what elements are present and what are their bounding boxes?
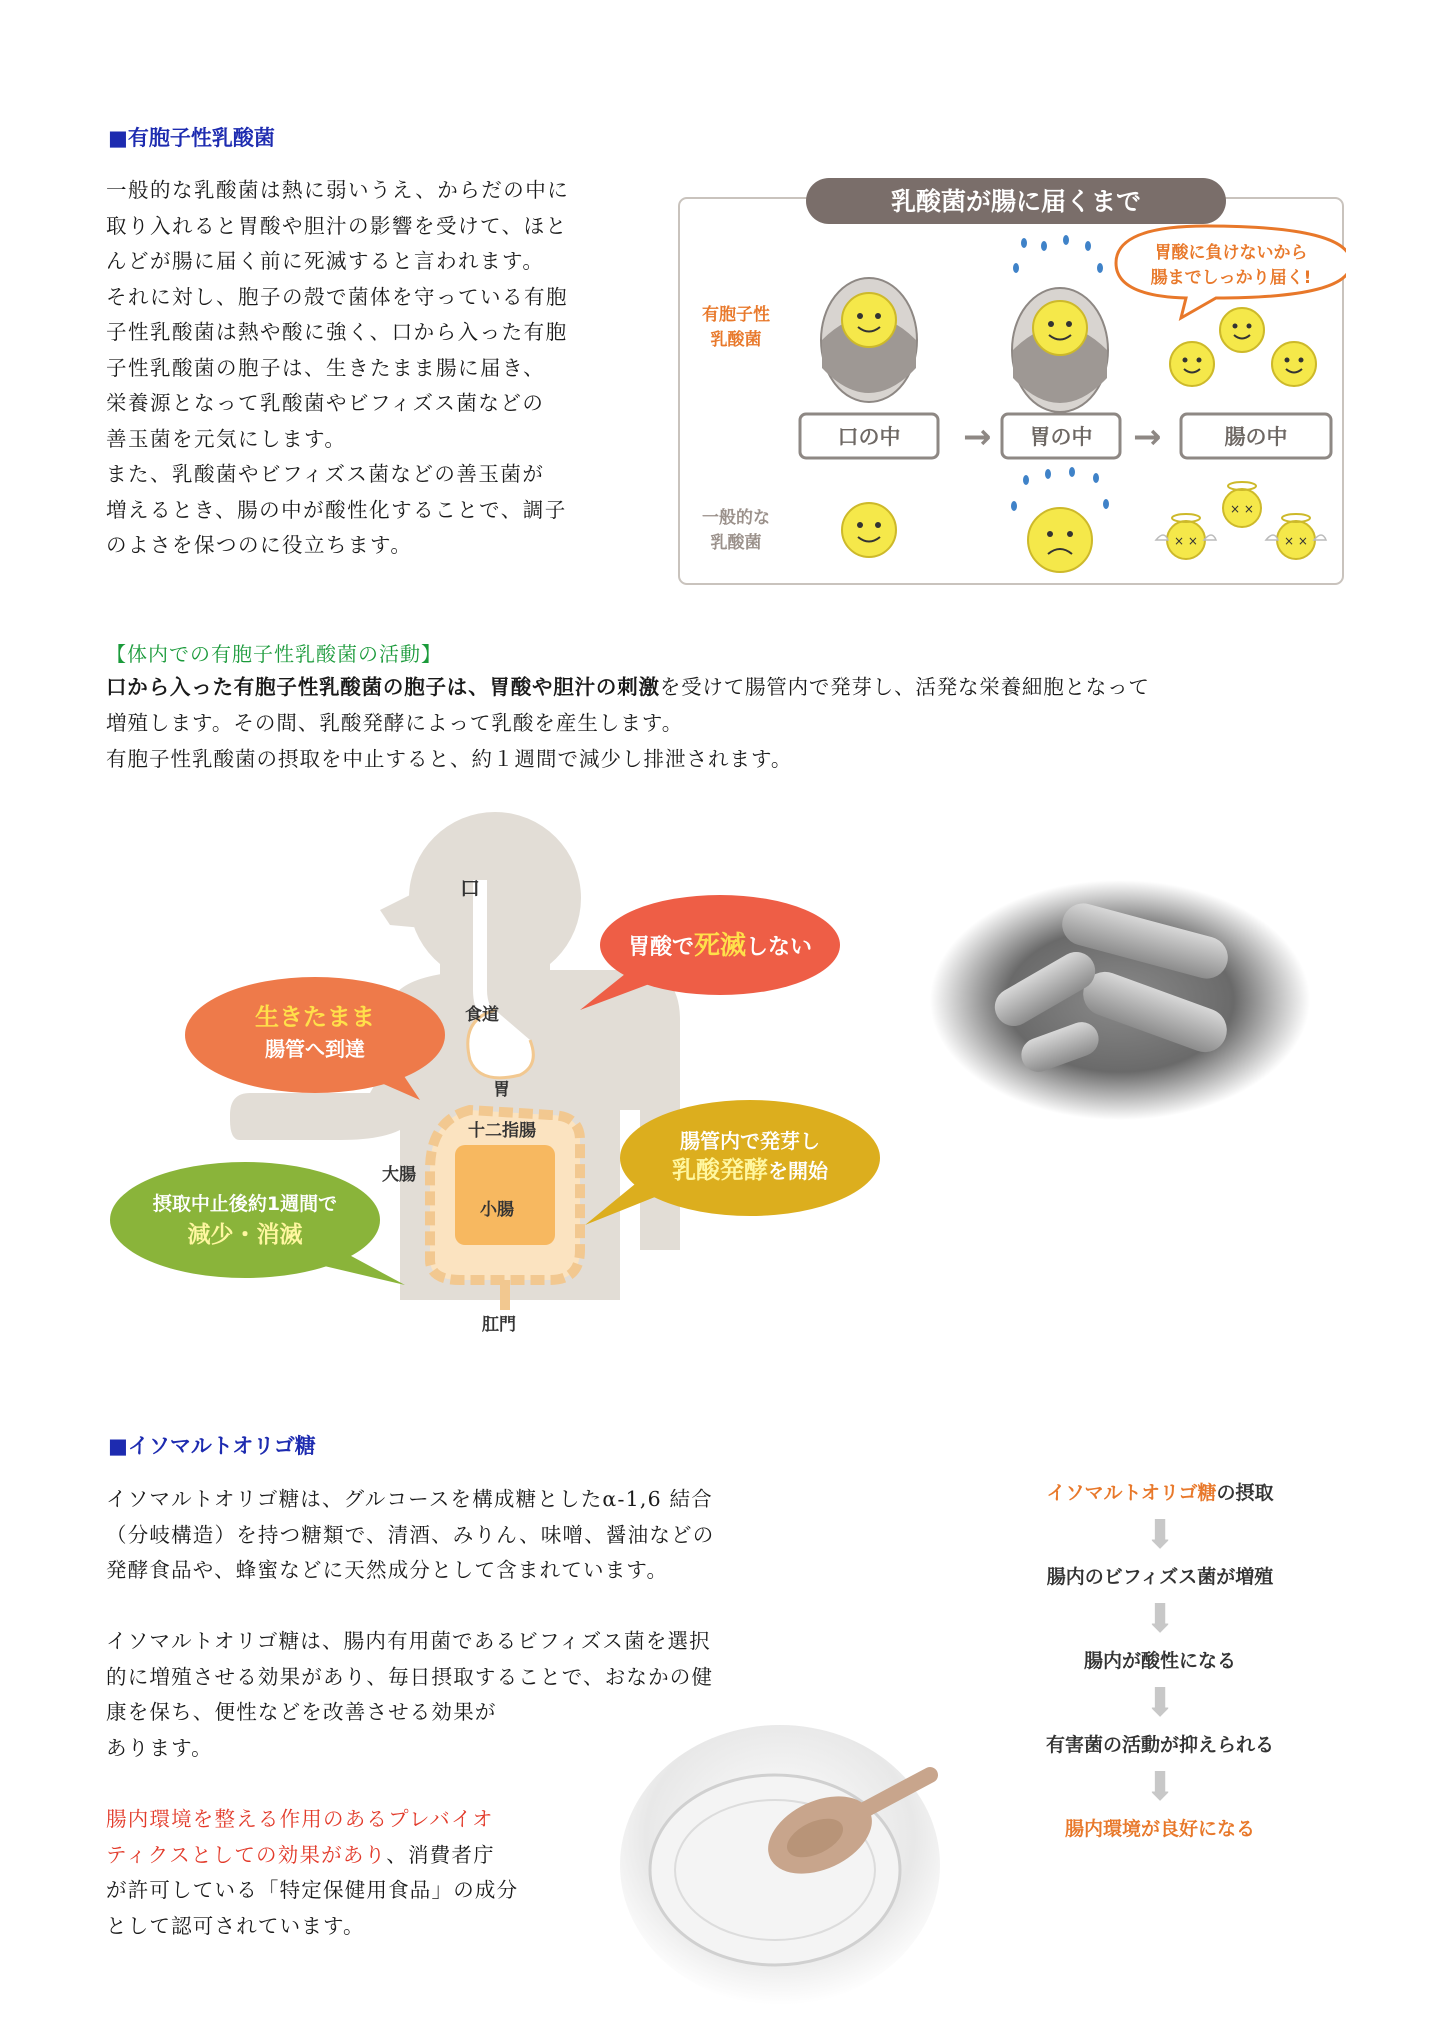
svg-text:胃酸で死滅しない [628,931,812,961]
arrow-down-icon: ⬇ [1143,1764,1177,1810]
activity-line2: 増殖します。その間、乳酸発酵によって乳酸を産生します。 [106,711,684,735]
svg-text:× ×: × × [1284,534,1308,548]
arrow-right-icon: → [1133,417,1162,457]
bacteria-micrograph [930,880,1310,1120]
bubble-no-death-pre: 胃酸で [627,935,694,960]
bubble-germ-post: を開始 [768,1159,828,1183]
normal-face-mouth [842,503,896,557]
isomalto-paragraph-2: イソマルトオリゴ糖は、腸内有用菌であるビフィズス菌を選択 的に増殖させる効果があり、毎日摂取することで、おなかの健 康を保ち、便性などを改善させる効果が あります。 [106,1629,714,1760]
callout-line2: 腸までしっかり届く! [1150,268,1312,288]
isomalto-paragraph-3 [106,1802,666,1944]
section-heading-spore-lactic: ■有胞子性乳酸菌 [108,126,275,150]
svg-text:乳酸発酵を開始 [672,1156,829,1184]
arrow-down-icon: ⬇ [1143,1680,1177,1726]
bubble-no-death [580,895,840,1010]
activity-heading: 【体内での有胞子性乳酸菌の活動】 [106,642,442,666]
label-small-intestine: 小腸 [480,1200,514,1220]
flow-step-1 [990,1478,1330,1512]
flow-step-1-em: イソマルトオリゴ糖 [1046,1482,1217,1504]
stage-stomach-box [1002,414,1120,458]
bubble-alive [185,977,445,1100]
figure1-title: 乳酸菌が腸に届くまで [890,187,1142,216]
body-diagram [100,810,900,1350]
label-large-intestine: 大腸 [382,1165,416,1185]
bubble-stop-2: 減少・消滅 [187,1222,303,1248]
lactic-journey-figure [676,168,1346,588]
bubble-no-death-em: 死滅 [693,931,747,961]
stage1-label: 口の中 [837,425,901,449]
arrow-right-icon: → [963,417,992,457]
stage-intestine-box [1181,414,1331,458]
arrow-down-icon: ⬇ [1143,1596,1177,1642]
row1-label-2: 乳酸菌 [710,330,762,350]
callout-line1: 胃酸に負けないから [1154,243,1308,263]
activity-line3: 有胞子性乳酸菌の摂取を中止すると、約１週間で減少し排泄されます。 [106,747,793,771]
row2-label-1: 一般的な [702,508,770,528]
label-stomach: 胃 [493,1080,510,1100]
flow-step-3: 腸内が酸性になる [1083,1650,1236,1672]
bubble-germ-em: 乳酸発酵 [672,1156,768,1184]
label-duodenum: 十二指腸 [468,1121,536,1141]
stage3-label: 腸の中 [1224,425,1288,449]
label-mouth: 口 [460,876,480,900]
flow-step-2: 腸内のビフィズス菌が増殖 [1046,1566,1274,1588]
flow-step-5: 腸内環境が良好になる [1064,1818,1255,1840]
activity-bold-2: 胃酸や胆汁の刺激 [489,675,660,699]
activity-bold-1: 口から入った有胞子性乳酸菌の胞子は、 [106,675,490,699]
arrow-down-icon: ⬇ [1143,1512,1177,1558]
bubble-no-death-post: しない [746,935,813,960]
svg-text:× ×: × × [1174,534,1198,548]
row1-label-1: 有胞子性 [702,305,770,325]
stage-mouth-box [800,414,938,458]
isomalto-paragraph-1: イソマルトオリゴ糖は、グルコースを構成糖としたα-1,6 結合 （分岐構造）を持つ糖類で、清酒、みりん、味噌、醤油などの 発酵食品や、蜂蜜などに天然成分として含まれています。 [106,1487,715,1582]
bubble-alive-2: 腸管へ到達 [265,1037,365,1061]
svg-text:× ×: × × [1230,502,1254,516]
row2-label-2: 乳酸菌 [710,533,762,553]
bubble-stop [110,1162,405,1285]
isomalto-flow [990,1478,1330,1848]
bubble-alive-1: 生きたまま [255,1003,375,1031]
spore-lactic-paragraph: 一般的な乳酸菌は熱に弱いうえ、からだの中に 取り入れると胃酸や胆汁の影響を受けて、ほと んどが腸に届く前に死滅すると言われます。 それに対し、胞子の殻で菌体を守っている有胞 子性乳酸菌は熱や酸に強く、口から入った有胞 子性乳酸菌の胞子は、生きたまま腸に届き、 栄養源となって乳酸菌やビフィズス菌などの 善玉菌を元気にします。 また、乳酸菌やビフィズス菌などの善玉菌が 増えるとき、腸の中が酸性化することで、調子 のよさを保つのに役立ちます。 [106,178,570,557]
label-anus: 肛門 [482,1315,516,1335]
prebiotics-red-text: 腸内環境を整える作用のあるプレバイオ ティクスとしての効果があり [106,1807,494,1867]
bubble-germinate [585,1100,880,1225]
flow-step-1-rest: の摂取 [1216,1482,1274,1504]
prebiotics-rest-text: 、消費者庁 が許可している「特定保健用食品」の成分 として認可されています。 [106,1842,519,1938]
activity-rest: を受けて腸管内で発芽し、活発な栄養細胞となって [659,675,1150,699]
activity-line1 [106,670,1150,706]
flow-step-4: 有害菌の活動が抑えられる [1045,1734,1274,1756]
label-esophagus: 食道 [465,1005,499,1025]
bubble-germ-1: 腸管内で発芽し [680,1129,820,1153]
bubble-stop-1: 摂取中止後約1週間で [152,1193,338,1215]
spore-face-mouth [821,278,917,402]
section-heading-isomalto: ■イソマルトオリゴ糖 [108,1434,316,1458]
syrup-spoon-image [620,1720,940,2010]
stage2-label: 胃の中 [1029,425,1093,449]
